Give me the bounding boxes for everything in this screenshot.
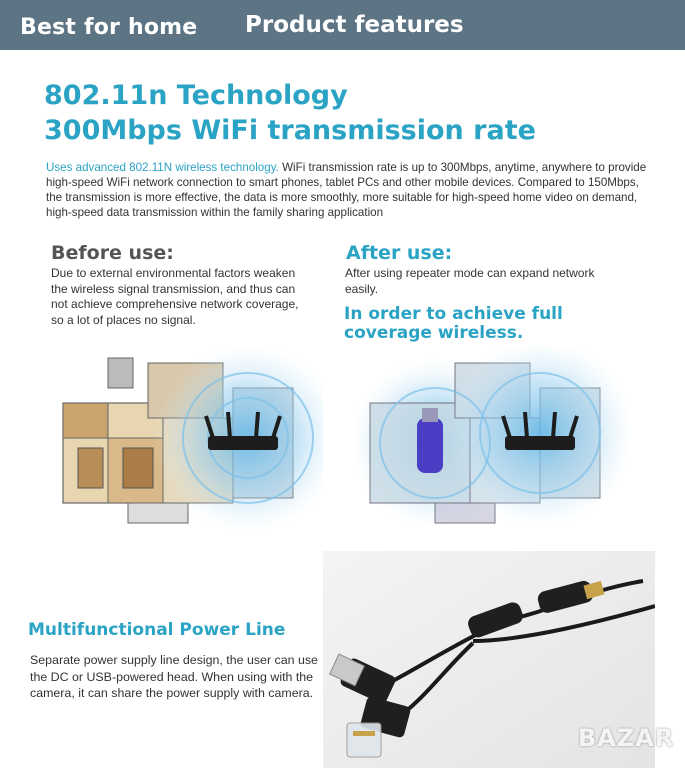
intro-body: WiFi transmission rate is up to 300Mbps, anytime, anywhere to provide high-speed WiFi network connection to smart phones, tablet PCs and other mobile devices. Compared to 150Mbps, the transmission is more effective, the data is more smoothly, more suitable for high-speed home video on demand, high-speed data transmission within the family sharing application <box>46 161 647 219</box>
before-floorplan-illustration <box>48 348 323 533</box>
intro-highlight: Uses advanced 802.11N wireless technology. <box>46 161 279 174</box>
before-title: Before use: <box>51 242 174 264</box>
intro-paragraph <box>46 160 656 220</box>
after-title: After use: <box>346 242 453 264</box>
watermark-logo: BAZAR <box>578 724 675 752</box>
top-banner <box>0 0 685 50</box>
power-line-text: Separate power supply line design, the user can use the DC or USB-powered head. When using with the camera, it can share the power supply with camera. <box>30 653 318 700</box>
after-floorplan-illustration <box>355 348 630 533</box>
headline-rate: 300Mbps WiFi transmission rate <box>44 115 536 146</box>
section-title: Product features <box>245 12 464 38</box>
after-text: After using repeater mode can expand network easily. <box>345 266 595 296</box>
brand-label: Best for home <box>20 15 198 40</box>
power-line-title: Multifunctional Power Line <box>28 620 286 640</box>
after-emphasis: In order to achieve full coverage wireless. <box>344 304 563 343</box>
before-text: Due to external environmental factors weaken the wireless signal transmission, and thus can not achieve comprehensive network coverage, so a lot of places no signal. <box>51 266 299 327</box>
headline-technology: 802.11n Technology <box>44 80 348 111</box>
